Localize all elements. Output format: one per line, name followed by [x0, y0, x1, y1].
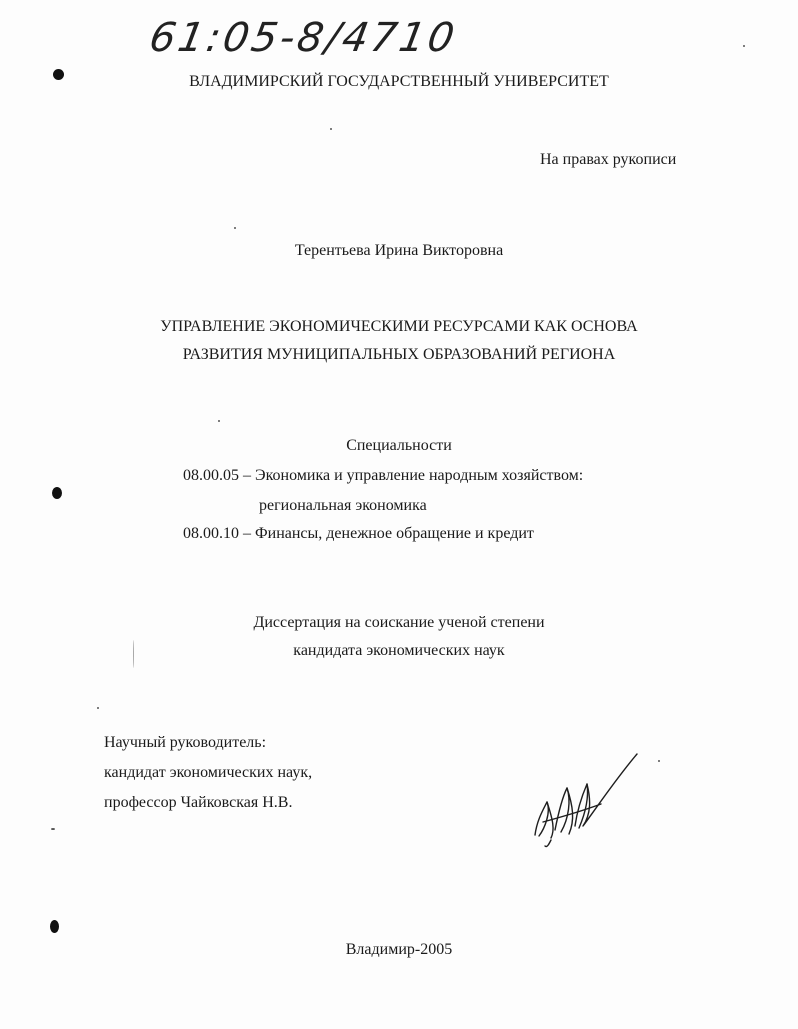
degree-line-2: кандидата экономических наук: [293, 642, 505, 659]
degree-line-1: Диссертация на соискание ученой степени: [253, 614, 545, 631]
specialty-1-line-1: 08.00.05 – Экономика и управление народным хозяйством:: [183, 467, 584, 484]
scan-speck: [234, 227, 236, 229]
university-name: ВЛАДИМИРСКИЙ ГОСУДАРСТВЕННЫЙ УНИВЕРСИТЕТ: [189, 73, 609, 90]
scan-speck: [743, 45, 745, 47]
scan-speck: [97, 707, 99, 709]
dissertation-title-line-2: РАЗВИТИЯ МУНИЦИПАЛЬНЫХ ОБРАЗОВАНИЙ РЕГИОНА: [182, 346, 616, 363]
specialty-2: 08.00.10 – Финансы, денежное обращение и кредит: [183, 525, 534, 542]
signature: [525, 740, 675, 850]
city-year: Владимир-2005: [345, 941, 453, 958]
scan-speck: [51, 828, 55, 830]
specialties-heading: Специальности: [346, 437, 452, 454]
supervisor-label: Научный руководитель:: [104, 734, 267, 751]
ink-blot-middle: [52, 487, 62, 499]
author-name: Терентьева Ирина Викторовна: [294, 242, 504, 259]
supervisor-name: профессор Чайковская Н.В.: [104, 794, 293, 811]
scan-speck: [218, 420, 220, 422]
ink-blot-bottom: [50, 920, 59, 933]
specialty-1-line-2: региональная экономика: [259, 497, 427, 514]
rights-note: На правах рукописи: [540, 151, 677, 168]
scan-speck: [330, 128, 332, 130]
supervisor-degree: кандидат экономических наук,: [104, 764, 313, 781]
handwritten-archive-code: 61:05-8/4710: [145, 15, 461, 61]
dissertation-title-line-1: УПРАВЛЕНИЕ ЭКОНОМИЧЕСКИМИ РЕСУРСАМИ КАК ОСНОВА: [160, 318, 638, 335]
